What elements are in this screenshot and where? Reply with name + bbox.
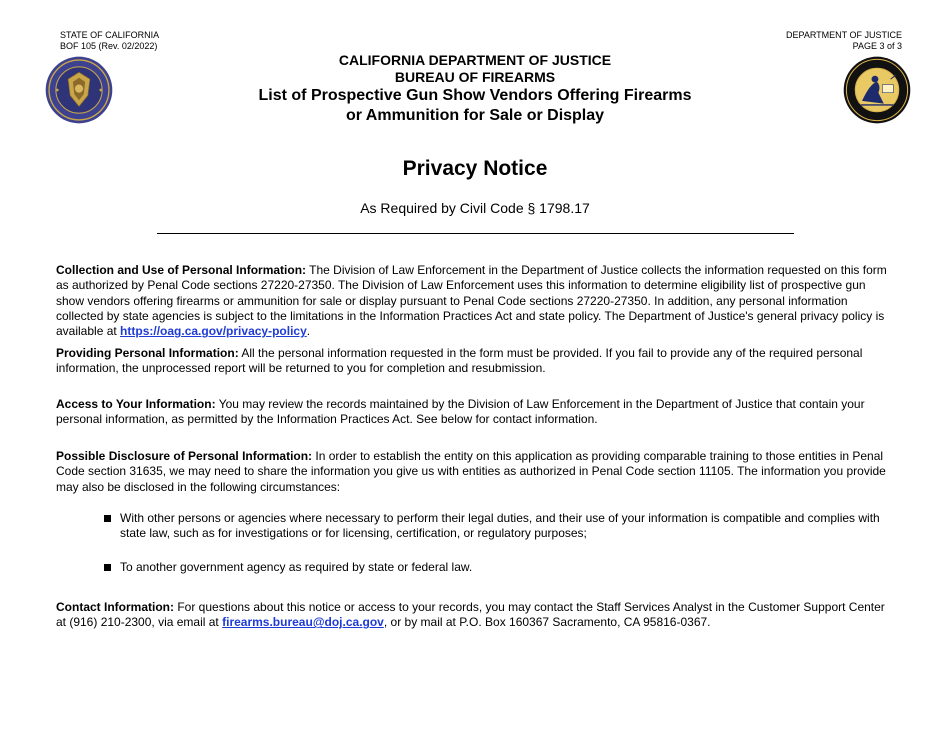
page-number: PAGE 3 of 3 xyxy=(852,41,902,51)
list-item-text: With other persons or agencies where necessary to perform their legal duties, and their use of your information is compatible and complies with state law, such as for investigations or for licensing, certification, or regulatory purposes; xyxy=(120,511,880,541)
section-heading: Providing Personal Information: xyxy=(56,346,239,360)
page-subtitle: As Required by Civil Code § 1798.17 xyxy=(360,200,590,216)
list-item xyxy=(104,560,894,575)
section-heading: Access to Your Information: xyxy=(56,397,216,411)
section-text: All the personal information requested in the form must be provided. If you fail to provide any of the required personal information, the unprocessed report will be returned to you for completion and resubmission. xyxy=(56,346,863,376)
form-title-line1: List of Prospective Gun Show Vendors Offering Firearms xyxy=(258,87,692,104)
bureau-of-firearms-seal xyxy=(45,56,113,124)
section-text: You may review the records maintained by the Division of Law Enforcement in the Department of Justice that contain your personal information, as permitted by the Information Practices Act. See below for contact information. xyxy=(56,397,865,427)
email-link[interactable]: firearms.bureau@doj.ca.gov xyxy=(222,615,384,630)
section-text: For questions about this notice or access to your records, you may contact the Staff Services Analyst in the Customer Support Center at (916) 210-2300, via email at xyxy=(56,600,885,630)
section-heading: Possible Disclosure of Personal Information: xyxy=(56,449,313,463)
department-label: DEPARTMENT OF JUSTICE xyxy=(785,30,902,40)
providing-section xyxy=(56,346,894,377)
privacy-policy-link[interactable]: https://oag.ca.gov/privacy-policy xyxy=(120,324,307,339)
bureau-title: BUREAU OF FIREARMS xyxy=(394,69,556,85)
section-text: In order to establish the entity on this application as providing comparable training to those entities in Penal Code section 31635, we may need to share the information you give us with entities as authorized in Penal Code section 11105. The information you provide may also be disclosed in the following circumstances: xyxy=(56,449,886,494)
section-text-end: , or by mail at P.O. Box 160367 Sacramento, CA 95816-0367. xyxy=(383,615,711,630)
bullet-square-icon xyxy=(104,564,111,571)
list-item xyxy=(104,511,894,542)
department-title: CALIFORNIA DEPARTMENT OF JUSTICE xyxy=(338,52,612,68)
form-title-block xyxy=(200,52,750,126)
section-text: The Division of Law Enforcement in the Department of Justice collects the information requested on this form as authorized by Penal Code sections 27220-27350. The Division of Law Enforcement uses this information to determine eligibility list of prospective gun show vendors offering firearms or ammunition for sale or display pursuant to Penal Code sections 27220-27350. In addition, any personal information collected by state agencies is subject to the limitations in the Information Practices Act and state policy. The Department of Justice's general privacy policy is available at xyxy=(56,263,887,339)
section-heading: Collection and Use of Personal Information: xyxy=(56,263,307,277)
form-header-right xyxy=(786,30,902,52)
title-divider xyxy=(157,233,794,234)
section-heading: Contact Information: xyxy=(56,600,174,614)
form-header-left xyxy=(60,30,159,52)
form-number: BOF 105 (Rev. 02/2022) xyxy=(60,41,158,51)
section-text-end: . xyxy=(306,324,311,339)
page-title: Privacy Notice xyxy=(402,157,548,180)
access-section xyxy=(56,397,894,428)
list-item-text: To another government agency as required by state or federal law. xyxy=(120,560,473,574)
state-label: STATE OF CALIFORNIA xyxy=(60,30,160,40)
contact-section xyxy=(56,600,894,631)
bullet-square-icon xyxy=(104,515,111,522)
form-title-line2: or Ammunition for Sale or Display xyxy=(345,107,605,124)
attorney-general-seal xyxy=(843,56,911,124)
disclosure-section xyxy=(56,449,894,495)
collection-section xyxy=(56,263,894,339)
